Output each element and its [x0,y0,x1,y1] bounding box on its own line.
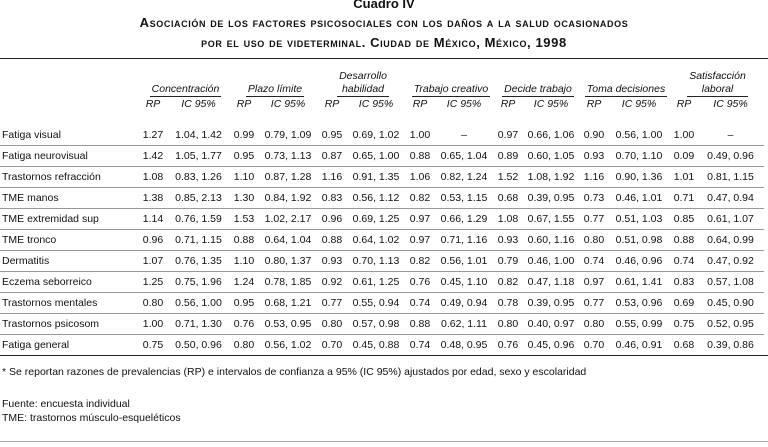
title-block [0,0,768,53]
row-label: TME manos [0,188,140,209]
group-header-line-2: habilidad [341,83,385,95]
group-header-label [337,70,389,97]
subheader-row [0,97,764,111]
rp-cell: 0.77 [319,293,345,314]
table-row [0,230,764,251]
ic-cell: 0.45, 0.96 [521,335,581,356]
rp-header: RP [145,98,161,110]
rp-cell: 0.82 [495,272,521,293]
rp-cell: 0.80 [581,230,607,251]
ic-cell: 0.49, 0.96 [697,146,764,167]
row-label: Trastornos refracción [0,167,140,188]
ic-cell: 0.56, 1.02 [257,335,319,356]
ic-cell: 0.71, 1.30 [166,314,231,335]
rp-cell: 0.83 [671,272,697,293]
table-number: Cuadro IV [353,0,415,11]
rp-cell: 0.74 [407,335,433,356]
ic-cell: 0.56, 1.00 [615,129,663,141]
ic-cell: 0.46, 1.00 [521,251,581,272]
rp-cell: 0.83 [319,188,345,209]
ic-cell: 0.69, 1.02 [352,129,400,141]
ic-cell: 0.56, 1.01 [433,251,495,272]
ic-cell: 0.91, 1.35 [345,167,407,188]
ic-cell: 0.45, 1.10 [433,272,495,293]
ic-cell: – [727,129,734,141]
ic-cell: 0.50, 0.96 [166,335,231,356]
table-row [0,167,764,188]
ic-cell: 0.81, 1.15 [697,167,764,188]
ic-cell: 0.46, 1.01 [607,188,671,209]
rp-cell: 1.24 [231,272,257,293]
row-label: Fatiga neurovisual [0,146,140,167]
ic-cell: 0.45, 0.90 [697,293,764,314]
group-header-label [246,83,304,97]
group-header [140,67,231,97]
ic-cell: 0.55, 0.99 [607,314,671,335]
group-header-line-2: Trabajo creativo [413,83,489,95]
rp-header: RP [324,98,340,110]
ic-cell: 0.67, 1.55 [521,209,581,230]
rp-cell: 0.88 [407,314,433,335]
group-header-line-2: Plazo límite [247,83,303,95]
ic-cell: 0.45, 0.88 [345,335,407,356]
top-rule [0,58,768,59]
rp-cell: 0.70 [581,335,607,356]
ic-cell: 0.70, 1.13 [345,251,407,272]
rp-cell: 0.80 [319,314,345,335]
ic-cell: 0.64, 1.02 [345,230,407,251]
rp-cell: 1.00 [140,314,166,335]
row-label: Eczema seborreico [0,272,140,293]
group-header [495,67,581,97]
table-row [0,251,764,272]
rp-cell: 0.71 [671,188,697,209]
ic-cell: 0.73, 1.13 [257,146,319,167]
ic-cell: 0.66, 1.06 [527,129,575,141]
rp-cell: 0.88 [407,146,433,167]
ic-header: IC 95% [621,98,657,110]
rp-cell: 1.52 [495,167,521,188]
group-header-label [412,83,491,97]
ic-cell: 0.53, 1.15 [433,188,495,209]
rp-header: RP [412,98,428,110]
ic-header: IC 95% [358,98,394,110]
ic-cell: 0.65, 1.00 [345,146,407,167]
rp-cell: 0.92 [319,272,345,293]
ic-cell: 0.51, 1.03 [607,209,671,230]
rp-header: RP [676,98,692,110]
rp-cell: 1.53 [231,209,257,230]
rp-cell: 0.89 [495,146,521,167]
ic-cell: 0.62, 1.11 [433,314,495,335]
rp-cell: 0.68 [671,335,697,356]
ic-cell: 0.61, 1.25 [345,272,407,293]
rp-cell: 0.95 [231,293,257,314]
rp-cell: 0.78 [495,293,521,314]
ic-cell: 1.08, 1.92 [521,167,581,188]
rp-cell: 0.80 [581,314,607,335]
rp-cell: 1.38 [140,188,166,209]
ic-cell: 0.66, 1.29 [433,209,495,230]
row-label: Trastornos mentales [0,293,140,314]
ic-cell: 0.48, 0.95 [433,335,495,356]
rp-cell: 0.80 [140,293,166,314]
ic-cell: 0.87, 1.28 [257,167,319,188]
ic-cell: 0.55, 0.94 [345,293,407,314]
table-row [0,146,764,167]
rp-cell: 0.93 [581,146,607,167]
ic-cell: 0.46, 0.91 [607,335,671,356]
group-header-line-1: Satisfacción [689,70,746,82]
ic-header: IC 95% [270,98,306,110]
group-header [319,67,407,97]
ic-cell: 0.47, 0.92 [697,251,764,272]
ic-cell: 0.83, 1.26 [166,167,231,188]
rp-cell: 0.74 [407,293,433,314]
rp-cell: 0.80 [495,314,521,335]
table-title-line-2: por el uso de videterminal. Ciudad de México, México, 1998 [201,35,567,50]
ic-cell: 0.60, 1.16 [521,230,581,251]
rp-cell: 0.88 [231,230,257,251]
ic-cell: 0.82, 1.24 [433,167,495,188]
group-header-line-1: Desarrollo [339,70,387,82]
group-header [407,67,495,97]
rp-header: RP [500,98,516,110]
rp-cell: 0.77 [581,293,607,314]
corner-cell [0,67,140,97]
ic-cell: 0.52, 0.95 [697,314,764,335]
rp-cell: 0.95 [321,129,343,141]
rp-cell: 0.74 [671,251,697,272]
rp-cell: 0.97 [407,230,433,251]
ic-cell: 0.56, 1.00 [166,293,231,314]
table-row [0,272,764,293]
rp-cell: 0.80 [231,335,257,356]
rp-cell: 1.00 [673,129,695,141]
rp-cell: 1.07 [140,251,166,272]
rp-cell: 0.99 [233,129,255,141]
row-label: Dermatitis [0,251,140,272]
ic-cell: 0.53, 0.95 [257,314,319,335]
rp-cell: 0.82 [407,188,433,209]
ic-cell: 0.71, 1.15 [166,230,231,251]
rp-cell: 1.10 [231,251,257,272]
rp-cell: 0.75 [671,314,697,335]
results-table [0,67,764,355]
footnote-abbreviation: TME: trastornos músculo-esqueléticos [2,412,181,424]
group-header-line-2: Concentración [151,83,220,95]
rp-cell: 0.95 [231,146,257,167]
rp-cell: 0.93 [495,230,521,251]
group-header-line-2: Toma decisiones [586,83,666,95]
rp-cell: 1.00 [409,129,431,141]
rp-cell: 0.88 [671,230,697,251]
rp-cell: 0.97 [497,129,519,141]
rp-cell: 0.96 [140,230,166,251]
table-row [0,111,764,146]
table-row [0,293,764,314]
group-header-line-2: Decide trabajo [504,83,572,95]
ic-cell: 0.64, 0.99 [697,230,764,251]
rp-cell: 0.76 [407,272,433,293]
ic-cell: 1.05, 1.77 [166,146,231,167]
ic-cell: 1.04, 1.42 [175,129,222,141]
ic-cell: 0.60, 1.05 [521,146,581,167]
table-row [0,335,764,356]
rp-cell: 0.85 [671,209,697,230]
row-label: Fatiga general [0,335,140,356]
ic-cell: 0.68, 1.21 [257,293,319,314]
table-row [0,314,764,335]
ic-cell: 0.57, 1.08 [697,272,764,293]
group-header [231,67,319,97]
ic-cell: 0.80, 1.37 [257,251,319,272]
ic-cell: 0.65, 1.04 [433,146,495,167]
ic-cell: 0.56, 1.12 [345,188,407,209]
ic-cell: 0.61, 1.07 [697,209,764,230]
ic-cell: 0.78, 1.85 [257,272,319,293]
ic-header: IC 95% [181,98,216,110]
row-label: Trastornos psicosom [0,314,140,335]
rp-cell: 0.97 [581,272,607,293]
rp-cell: 0.77 [581,209,607,230]
row-label: Fatiga visual [2,129,61,141]
ic-cell: 0.85, 2.13 [166,188,231,209]
rp-cell: 1.08 [495,209,521,230]
group-header-line-2: laboral [701,83,734,95]
ic-cell: 1.02, 2.17 [257,209,319,230]
table-row [0,209,764,230]
rp-cell: 0.74 [581,251,607,272]
rp-cell: 0.93 [319,251,345,272]
rp-cell: 0.82 [407,251,433,272]
ic-cell: 0.39, 0.86 [697,335,764,356]
rp-cell: 1.08 [140,167,166,188]
rp-cell: 0.68 [495,188,521,209]
row-label: TME tronco [0,230,140,251]
ic-cell: 0.53, 0.96 [607,293,671,314]
corner-cell [0,97,140,111]
rp-cell: 0.96 [319,209,345,230]
rp-cell: 0.70 [319,335,345,356]
rp-cell: 1.06 [407,167,433,188]
rp-cell: 0.88 [319,230,345,251]
ic-cell: 0.64, 1.04 [257,230,319,251]
group-header [581,67,671,97]
rp-cell: 1.30 [231,188,257,209]
ic-cell: 0.79, 1.09 [264,129,312,141]
rp-cell: 0.90 [583,129,605,141]
ic-header: IC 95% [533,98,569,110]
rp-cell: 1.27 [142,129,164,141]
rp-cell: 0.76 [495,335,521,356]
ic-cell: 0.49, 0.94 [433,293,495,314]
ic-cell: 0.61, 1.41 [607,272,671,293]
table-title-line-1: Asociación de los factores psicosociales con los daños a la salud ocasionados [139,15,629,30]
ic-cell: 0.75, 1.96 [166,272,231,293]
ic-cell: 0.90, 1.36 [607,167,671,188]
rp-cell: 1.14 [140,209,166,230]
rp-cell: 0.69 [671,293,697,314]
group-header-row [0,67,764,97]
ic-cell: 0.47, 0.94 [697,188,764,209]
ic-header: IC 95% [713,98,748,110]
ic-cell: 0.71, 1.16 [433,230,495,251]
page-bottom-rule [0,441,768,442]
ic-cell: 0.47, 1.18 [521,272,581,293]
ic-cell: 0.69, 1.25 [345,209,407,230]
ic-cell: 0.46, 0.96 [607,251,671,272]
ic-cell: 0.76, 1.35 [166,251,231,272]
group-header [671,67,764,97]
ic-cell: 0.40, 0.97 [521,314,581,335]
rp-cell: 1.01 [671,167,697,188]
ic-cell: 0.39, 0.95 [521,188,581,209]
rp-cell: 1.42 [140,146,166,167]
rp-cell: 0.76 [231,314,257,335]
rp-cell: 0.87 [319,146,345,167]
bottom-rule [0,355,768,356]
table-row [0,188,764,209]
ic-cell: 0.76, 1.59 [166,209,231,230]
rp-cell: 0.75 [140,335,166,356]
group-header-label [150,83,222,97]
rp-cell: 0.79 [495,251,521,272]
group-header-label [687,70,748,97]
rp-cell: 0.73 [581,188,607,209]
rp-cell: 0.09 [671,146,697,167]
rp-header: RP [586,98,602,110]
ic-cell: 0.51, 0.98 [607,230,671,251]
rp-cell: 1.10 [231,167,257,188]
footnote-source: Fuente: encuesta individual [2,398,130,410]
row-label: TME extremidad sup [0,209,140,230]
ic-cell: 0.70, 1.10 [607,146,671,167]
rp-cell: 1.16 [581,167,607,188]
rp-cell: 1.25 [140,272,166,293]
table-body [0,111,764,355]
ic-cell: 0.57, 0.98 [345,314,407,335]
rp-cell: 0.97 [407,209,433,230]
ic-header: IC 95% [446,98,482,110]
group-header-label [585,83,667,97]
rp-cell: 1.16 [319,167,345,188]
group-header-label [502,83,574,97]
footnote-adjustment: * Se reportan razones de prevalencias (RP) e intervalos de confianza a 95% (IC 95%) ajustados por edad, sexo y escolaridad [2,366,587,378]
rp-header: RP [236,98,252,110]
ic-cell: 0.39, 0.95 [521,293,581,314]
ic-cell: 0.84, 1.92 [257,188,319,209]
ic-cell: – [461,129,467,141]
